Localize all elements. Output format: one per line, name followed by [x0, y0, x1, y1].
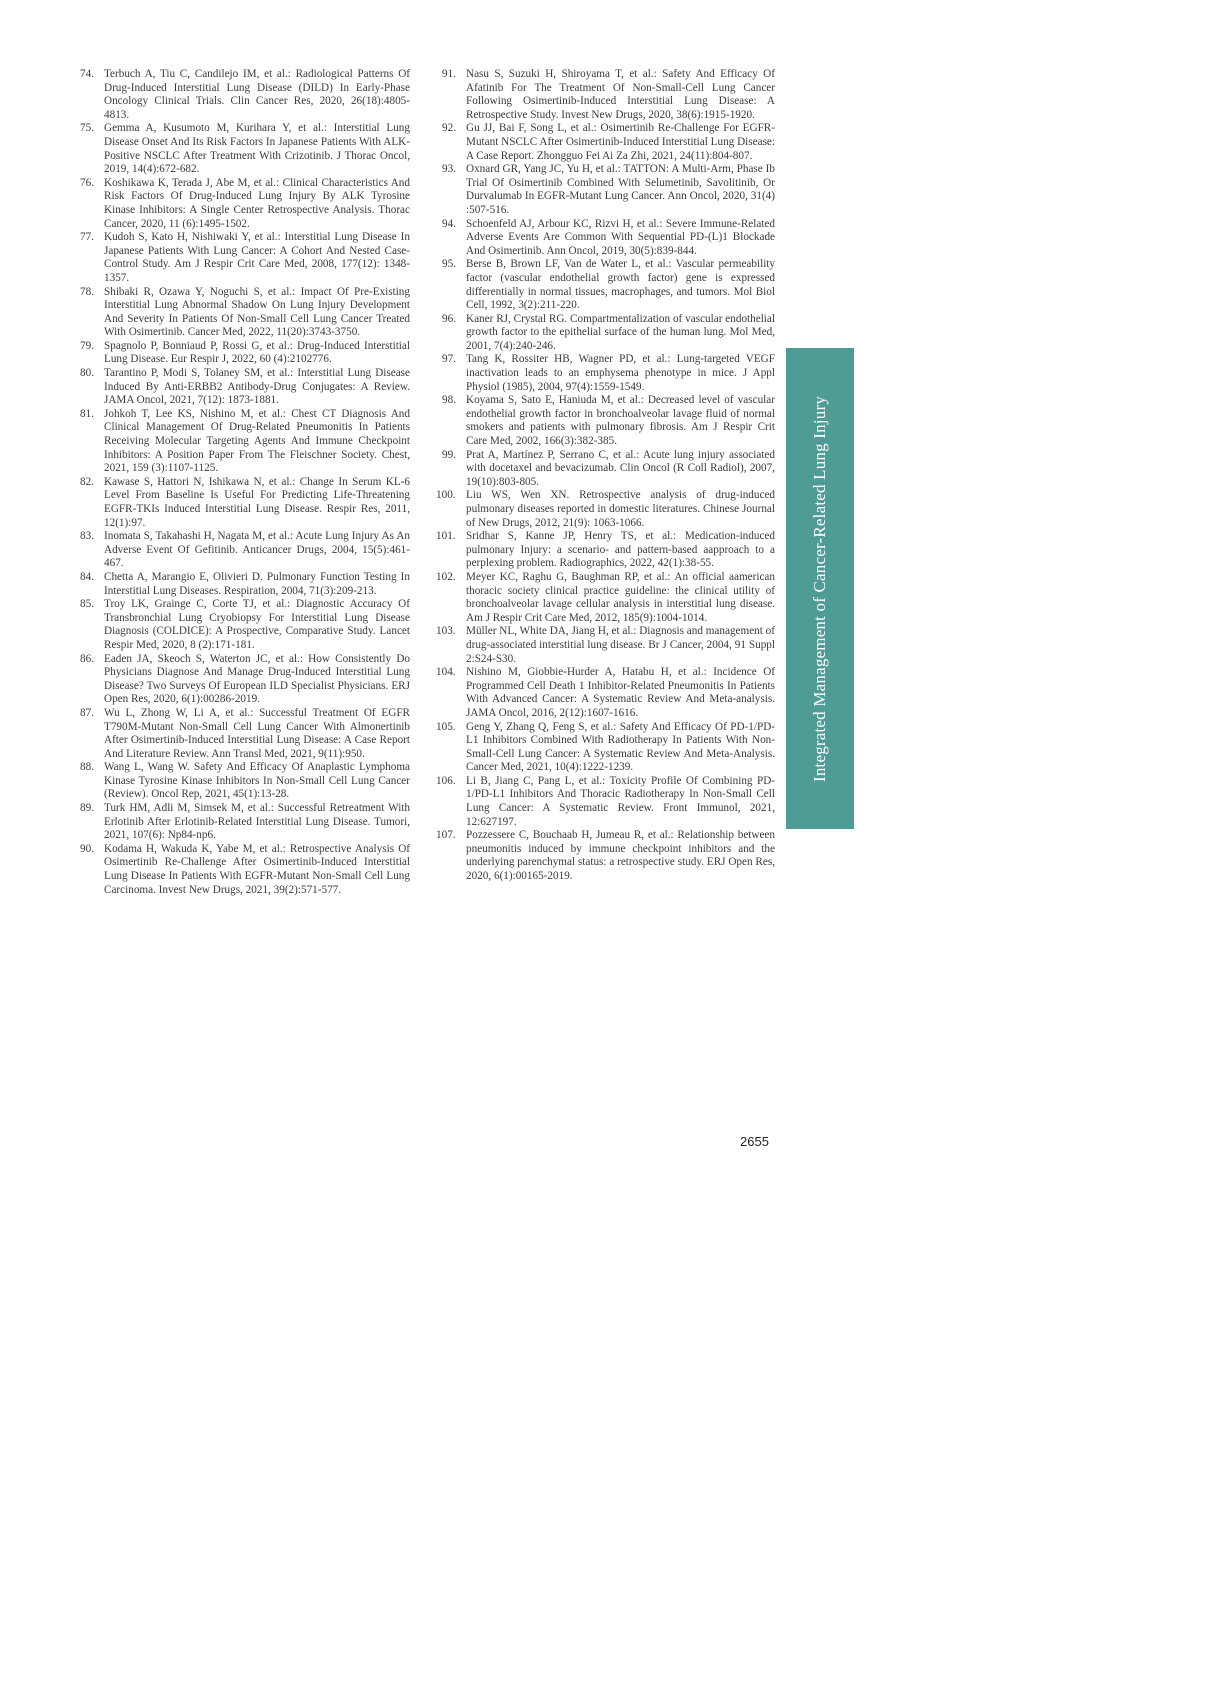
reference-number: 82. — [80, 475, 94, 488]
reference-number: 85. — [80, 598, 94, 611]
reference-text: Inomata S, Takahashi H, Nagata M, et al.: Acute Lung Injury As An Adverse Event Of Gefitinib. Anticancer Drugs, 2004, 15(5):461-467. — [104, 530, 410, 570]
reference-item — [82, 843, 410, 897]
reference-text: Kodama H, Wakuda K, Yabe M, et al.: Retrospective Analysis Of Osimertinib Re-Challenge After Osimertinib-Induced Interstitial Lung Disease In Patients With EGFR-Mutant Non-Small Cell Lung Carcinoma. Invest New Drugs, 2021, 39(2):571-577. — [104, 842, 410, 896]
reference-number: 103. — [436, 625, 456, 638]
reference-item — [82, 571, 410, 598]
reference-item — [82, 286, 410, 340]
reference-number: 84. — [80, 570, 94, 583]
reference-item — [82, 707, 410, 761]
reference-text: Wang L, Wang W. Safety And Efficacy Of Anaplastic Lymphoma Kinase Tyrosine Kinase Inhibitors In Non-Small Cell Lung Cancer (Review). Oncol Rep, 2021, 45(1):13-28. — [104, 761, 410, 801]
reference-number: 87. — [80, 706, 94, 719]
reference-text: Nishino M, Giobbie-Hurder A, Hatabu H, et al.: Incidence Of Programmed Cell Death 1 Inhibitor-Related Pneumonitis In Patients With Advanced Cancer: A Systematic Review And Meta-analysis. JAMA Oncol, 2016, 2(12):1607-1616. — [466, 666, 775, 719]
reference-text: Troy LK, Grainge C, Corte TJ, et al.: Diagnostic Accuracy Of Transbronchial Lung Cryobiopsy For Interstitial Lung Disease Diagnosis (COLDICE): A Prospective, Comparative Study. Lancet Respir Med, 2020, 8 (2):171-181. — [104, 598, 410, 651]
reference-number: 89. — [80, 802, 94, 815]
reference-item — [436, 625, 775, 666]
reference-text: Kudoh S, Kato H, Nishiwaki Y, et al.: Interstitial Lung Disease In Japanese Patients With Lung Cancer: A Cohort And Nested Case-Control Study. Am J Respir Crit Care Med, 2008, 177(12): 1348-1357. — [104, 231, 410, 284]
reference-text: Tarantino P, Modi S, Tolaney SM, et al.: Interstitial Lung Disease Induced By Anti-ERBB2 Antibody-Drug Conjugates: A Review. JAMA Oncol, 2021, 7(12): 1873-1881. — [104, 367, 410, 407]
reference-list-left — [82, 68, 410, 897]
reference-text: Li B, Jiang C, Pang L, et al.: Toxicity Profile Of Combining PD-1/PD-L1 Inhibitors And Thoracic Radiotherapy In Non-Small Cell Lung Cancer: A Systematic Review. Front Immunol, 2021, 12:627197. — [466, 774, 775, 828]
reference-text: Meyer KC, Raghu G, Baughman RP, et al.: An official aamerican thoracic society clinical practice guideline: the clinical utility of bronchoalveolar lavage cellular analysis in interstitial lung disease. Am J Respir Crit Care Med, 2012, 185(9):1004-1014. — [466, 570, 775, 624]
reference-item — [436, 829, 775, 883]
reference-text: Spagnolo P, Bonniaud P, Rossi G, et al.: Drug-Induced Interstitial Lung Disease. Eur Respir J, 2022, 60 (4):2102776. — [104, 339, 410, 366]
reference-item — [436, 774, 775, 829]
section-side-tab — [786, 348, 854, 829]
reference-item — [444, 353, 775, 394]
reference-number: 74. — [80, 68, 94, 80]
reference-number: 95. — [442, 258, 456, 271]
reference-item — [436, 720, 775, 775]
reference-item — [444, 122, 775, 163]
section-side-tab-title: Integrated Management of Cancer-Related Lung Injury — [810, 395, 830, 782]
reference-number: 94. — [442, 217, 456, 230]
reference-number: 98. — [442, 394, 456, 407]
reference-number: 80. — [80, 367, 94, 380]
reference-text: Prat A, Martínez P, Serrano C, et al.: Acute lung injury associated with docetaxel and bevacizumab. Clin Oncol (R Coll Radiol), 2007, 19(10):803-805. — [466, 448, 775, 488]
reference-number: 75. — [80, 122, 94, 135]
reference-text: Koshikawa K, Terada J, Abe M, et al.: Clinical Characteristics And Risk Factors Of Drug-Induced Lung Injury By ALK Tyrosine Kinase Inhibitors: A Single Center Retrospective Analysis. Thorac Cancer, 2020, 11 (6):1495-1502. — [104, 176, 410, 230]
reference-text: Johkoh T, Lee KS, Nishino M, et al.: Chest CT Diagnosis And Clinical Management Of Drug-Related Pneumonitis In Patients Receiving Molecular Targeting Agents And Immune Checkpoint Inhibitors: A Position Paper From The Fleischner Society. Chest, 2021, 159 (3):1107-1125. — [104, 407, 410, 475]
reference-item — [436, 570, 775, 625]
reference-item — [444, 258, 775, 312]
reference-item — [444, 449, 775, 490]
reference-item — [82, 122, 410, 176]
reference-text: Terbuch A, Tiu C, Candilejo IM, et al.: Radiological Patterns Of Drug-Induced Interstitial Lung Disease (DILD) In Early-Phase Oncology Clinical Trials. Clin Cancer Res, 2020, 26(18):4805-4813. — [104, 68, 410, 121]
reference-number: 88. — [80, 761, 94, 774]
reference-number: 101. — [436, 530, 456, 543]
reference-number: 76. — [80, 176, 94, 189]
reference-number: 78. — [80, 285, 94, 298]
reference-number: 105. — [436, 720, 456, 733]
reference-item — [82, 476, 410, 530]
reference-number: 100. — [436, 489, 456, 502]
reference-list-right — [436, 68, 775, 884]
reference-number: 91. — [442, 68, 456, 80]
reference-item — [82, 231, 410, 285]
reference-item — [444, 394, 775, 448]
reference-item — [82, 177, 410, 231]
reference-number: 90. — [80, 842, 94, 855]
reference-text: Koyama S, Sato E, Haniuda M, et al.: Decreased level of vascular endothelial growth factor in bronchoalveolar lavage fluid of normal smokers and patients with pulmonary fibrosis. Am J Respir Crit Care Med, 2002, 166(3):382-385. — [466, 394, 775, 448]
reference-number: 81. — [80, 407, 94, 420]
reference-number: 86. — [80, 652, 94, 665]
reference-text: Gemma A, Kusumoto M, Kurihara Y, et al.: Interstitial Lung Disease Onset And Its Risk Factors In Japanese Patients With ALK-Positive NSCLC After Treatment With Crizotinib. J Thorac Oncol, 2019, 14(4):672-682. — [104, 122, 410, 176]
page-number: 2655 — [740, 1134, 769, 1149]
reference-number: 102. — [436, 570, 456, 583]
reference-text: Nasu S, Suzuki H, Shiroyama T, et al.: Safety And Efficacy Of Afatinib For The Treatment Of Non-Small-Cell Lung Cancer Following Osimertinib-Induced Interstitial Lung Disease: A Retrospective Study. Invest New Drugs, 2020, 38(6):1915-1920. — [466, 68, 775, 121]
reference-number: 107. — [436, 829, 456, 842]
reference-item — [82, 68, 410, 122]
reference-item — [82, 530, 410, 571]
reference-number: 93. — [442, 163, 456, 176]
reference-item — [444, 218, 775, 259]
reference-text: Schoenfeld AJ, Arbour KC, Rizvi H, et al.: Severe Immune-Related Adverse Events Are Common With Sequential PD-(L)1 Blockade And Osimertinib. Ann Oncol, 2019, 30(5):839-844. — [466, 217, 775, 257]
reference-item — [82, 598, 410, 652]
reference-text: Tang K, Rossiter HB, Wagner PD, et al.: Lung-targeted VEGF inactivation leads to an emphysema phenotype in mice. J Appl Physiol (1985), 2004, 97(4):1559-1549. — [466, 353, 775, 393]
reference-number: 106. — [436, 774, 456, 787]
reference-text: Sridhar S, Kanne JP, Henry TS, et al.: Medication-induced pulmonary Injury: a scenario- and pattern-based aapproach to a perplexing problem. Radiographics, 2022, 42(1):38-55. — [466, 530, 775, 570]
reference-text: Gu JJ, Bai F, Song L, et al.: Osimertinib Re-Challenge For EGFR-Mutant NSCLC After Osimertinib-Induced Interstitial Lung Disease: A Case Report. Zhongguo Fei Ai Za Zhi, 2021, 24(11):804-807. — [466, 122, 775, 162]
reference-number: 97. — [442, 353, 456, 366]
reference-text: Kawase S, Hattori N, Ishikawa N, et al.: Change In Serum KL-6 Level From Baseline Is Useful For Predicting Life-Threatening EGFR-TKIs Induced Interstitial Lung Disease. Respir Res, 2011, 12(1):97. — [104, 475, 410, 529]
reference-text: Oxnard GR, Yang JC, Yu H, et al.: TATTON: A Multi-Arm, Phase Ib Trial Of Osimertinib Combined With Selumetinib, Savolitinib, Or Durvalumab In EGFR-Mutant Lung Cancer. Ann Oncol, 2020, 31(4) :507-516. — [466, 163, 775, 216]
reference-text: Berse B, Brown LF, Van de Water L, et al.: Vascular permeability factor (vascular endothelial growth factor) gene is expressed differentially in normal tissues, macrophages, and tumors. Mol Biol Cell, 1992, 3(2):211-220. — [466, 258, 775, 312]
reference-item — [436, 666, 775, 720]
reference-number: 83. — [80, 530, 94, 543]
reference-text: Geng Y, Zhang Q, Feng S, et al.: Safety And Efficacy Of PD-1/PD-L1 Inhibitors Combined With Radiotherapy In Patients With Non-Small-Cell Lung Cancer: A Systematic Review And Meta-Analysis. Cancer Med, 2021, 10(4):1222-1239. — [466, 720, 775, 774]
reference-text: Shibaki R, Ozawa Y, Noguchi S, et al.: Impact Of Pre-Existing Interstitial Lung Abnormal Shadow On Lung Injury Development And Severity In Patients Of Non-Small Cell Lung Cancer Treated With Osimertinib. Cancer Med, 2022, 11(20):3743-3750. — [104, 285, 410, 339]
reference-item — [82, 802, 410, 843]
reference-text: Turk HM, Adli M, Simsek M, et al.: Successful Retreatment With Erlotinib After Erlotinib-Related Interstitial Lung Disease. Tumori, 2021, 107(6): Np84-np6. — [104, 802, 410, 842]
reference-number: 92. — [442, 122, 456, 135]
reference-item — [82, 761, 410, 802]
reference-text: Eaden JA, Skeoch S, Waterton JC, et al.: How Consistently Do Physicians Diagnose And Manage Drug-Induced Interstitial Lung Disease? Two Surveys Of European ILD Specialist Physicians. ERJ Open Res, 2020, 6(1):00286-2019. — [104, 652, 410, 706]
reference-item — [436, 489, 775, 530]
reference-number: 99. — [442, 448, 456, 461]
reference-item — [82, 653, 410, 707]
reference-text: Liu WS, Wen XN. Retrospective analysis of drug-induced pulmonary diseases reported in domestic literatures. Chinese Journal of New Drugs, 2012, 21(9): 1063-1066. — [466, 489, 775, 529]
reference-item — [82, 340, 410, 367]
reference-item — [444, 163, 775, 217]
reference-text: Wu L, Zhong W, Li A, et al.: Successful Treatment Of EGFR T790M-Mutant Non-Small Cell Lung Cancer With Almonertinib After Osimertinib-Induced Interstitial Lung Disease: A Case Report And Literature Review. Ann Transl Med, 2021, 9(11):950. — [104, 706, 410, 760]
reference-number: 104. — [436, 666, 456, 679]
reference-item — [82, 408, 410, 476]
reference-number: 77. — [80, 231, 94, 244]
reference-text: Müller NL, White DA, Jiang H, et al.: Diagnosis and management of drug-associated interstitial lung disease. Br J Cancer, 2004, 91 Suppl 2:S24-S30. — [466, 625, 775, 665]
reference-item — [444, 313, 775, 354]
reference-item — [82, 367, 410, 408]
reference-item — [436, 530, 775, 571]
reference-text: Pozzessere C, Bouchaab H, Jumeau R, et al.: Relationship between pneumonitis induced by immune checkpoint inhibitors and the underlying parenchymal status: a retrospective study. ERJ Open Res, 2020, 6(1):00165-2019. — [466, 829, 775, 883]
reference-item — [444, 68, 775, 122]
reference-text: Kaner RJ, Crystal RG. Compartmentalization of vascular endothelial growth factor to the epithelial surface of the human lung. Mol Med, 2001, 7(4):240-246. — [466, 312, 775, 352]
reference-text: Chetta A, Marangio E, Olivieri D. Pulmonary Function Testing In Interstitial Lung Diseases. Respiration, 2004, 71(3):209-213. — [104, 570, 410, 597]
reference-number: 79. — [80, 339, 94, 352]
reference-number: 96. — [442, 312, 456, 325]
